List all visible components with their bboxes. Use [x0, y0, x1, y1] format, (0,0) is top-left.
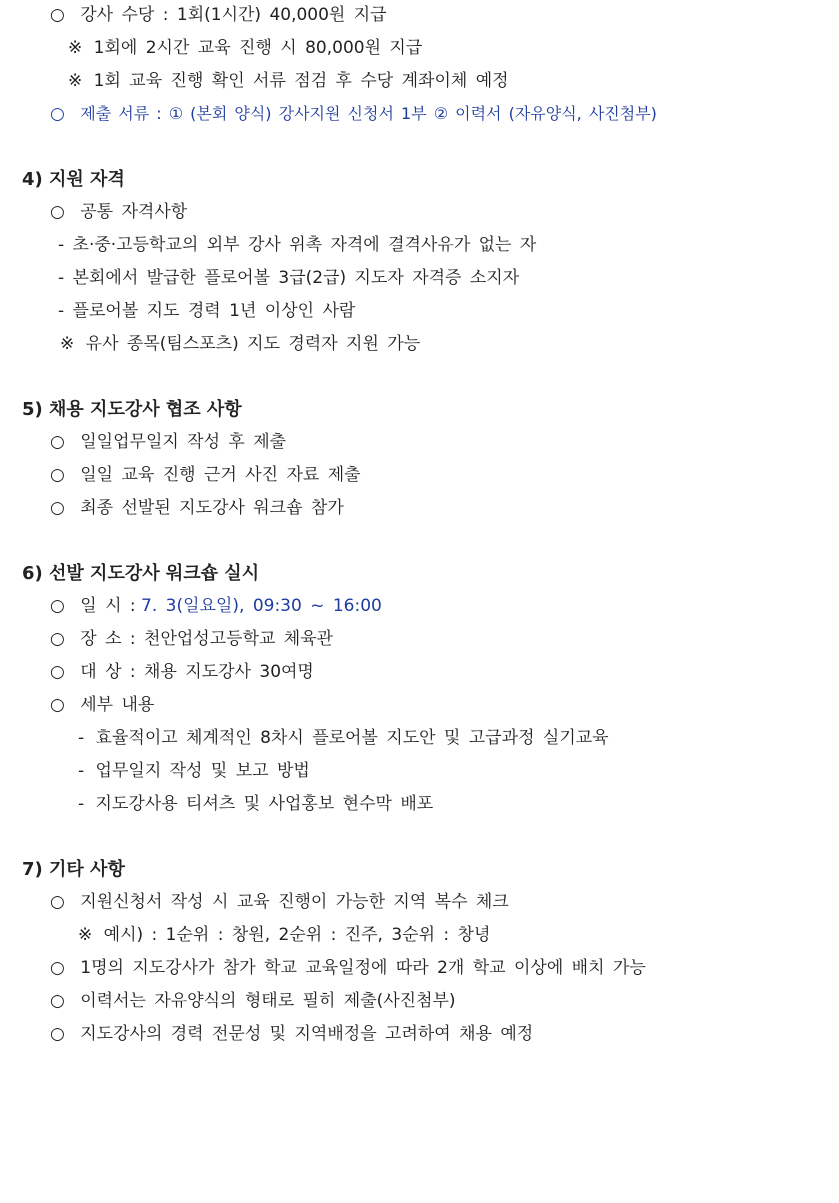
item-text: 최종 선발된 지도강사 워크숍 참가: [80, 498, 344, 518]
bullet-circle: ○: [50, 892, 65, 912]
date-label: 일 시 :: [80, 596, 136, 616]
list-item: [78, 793, 433, 815]
section-heading: 6) 선발 지도강사 워크숍 실시: [22, 563, 260, 584]
dash-marker: -: [78, 728, 85, 748]
bullet-circle: ○: [50, 695, 65, 715]
bullet-circle: ○: [50, 991, 65, 1011]
list-item: [50, 431, 286, 453]
item-text: 일일업무일지 작성 후 제출: [80, 432, 287, 452]
bullet-circle: ○: [50, 5, 65, 25]
note-marker: ※: [68, 38, 83, 58]
section-heading: 5) 채용 지도강사 협조 사항: [22, 399, 242, 420]
bullet-circle: ○: [50, 958, 65, 978]
list-item: [50, 201, 187, 223]
section-heading: 7) 기타 사항: [22, 859, 125, 880]
note-marker: ※: [60, 334, 75, 354]
list-item: [78, 924, 490, 946]
list-item: [50, 990, 456, 1012]
list-item: [50, 103, 657, 125]
item-text: 1회 교육 진행 확인 서류 점검 후 수당 계좌이체 예정: [93, 71, 509, 91]
item-text: 세부 내용: [80, 695, 155, 715]
bullet-circle: ○: [50, 498, 65, 518]
list-item: [58, 234, 536, 256]
list-item: [50, 957, 646, 979]
list-item: [50, 694, 154, 716]
list-item: [58, 267, 519, 289]
dash-marker: -: [58, 268, 65, 288]
dash-marker: -: [58, 301, 65, 321]
item-text: 지도강사용 티셔츠 및 사업홍보 현수막 배포: [95, 794, 434, 814]
dash-marker: -: [58, 235, 65, 255]
list-item: [50, 891, 509, 913]
item-text: 효율적이고 체계적인 8차시 플로어볼 지도안 및 고급과정 실기교육: [95, 728, 609, 748]
item-text: 1회에 2시간 교육 진행 시 80,000원 지급: [93, 38, 423, 58]
list-item: [60, 333, 420, 355]
item-text: 지원신청서 작성 시 교육 진행이 가능한 지역 복수 체크: [80, 892, 509, 912]
bullet-circle: ○: [50, 202, 65, 222]
item-text: 장 소 : 천안업성고등학교 체육관: [80, 629, 334, 649]
list-item: [78, 760, 310, 782]
item-text: 공통 자격사항: [80, 202, 188, 222]
bullet-circle: ○: [50, 104, 65, 124]
list-item: [68, 70, 509, 92]
list-item: [50, 661, 314, 683]
dash-marker: -: [78, 794, 85, 814]
list-item: [58, 300, 355, 322]
bullet-circle: ○: [50, 596, 65, 616]
bullet-circle: ○: [50, 465, 65, 485]
section-heading: 4) 지원 자격: [22, 169, 125, 190]
item-text: 강사 수당 : 1회(1시간) 40,000원 지급: [80, 5, 387, 25]
bullet-circle: ○: [50, 432, 65, 452]
item-text: 플로어볼 지도 경력 1년 이상인 사람: [72, 301, 356, 321]
list-item: [50, 1023, 533, 1045]
list-item: [78, 727, 609, 749]
list-item: [68, 37, 422, 59]
note-marker: ※: [68, 71, 83, 91]
item-text: 업무일지 작성 및 보고 방법: [95, 761, 310, 781]
item-text: 초·중·고등학교의 외부 강사 위촉 자격에 결격사유가 없는 자: [72, 235, 537, 255]
item-text: 이력서는 자유양식의 형태로 필히 제출(사진첨부): [80, 991, 456, 1011]
item-text: 1명의 지도강사가 참가 학교 교육일정에 따라 2개 학교 이상에 배치 가능: [80, 958, 646, 978]
list-item: [50, 4, 387, 26]
item-text: 유사 종목(팀스포츠) 지도 경력자 지원 가능: [85, 334, 421, 354]
list-item: [50, 464, 361, 486]
date-value: 7. 3(일요일), 09:30 ~ 16:00: [141, 596, 382, 616]
list-item: [50, 497, 344, 519]
item-text: 예시) : 1순위 : 창원, 2순위 : 진주, 3순위 : 창녕: [103, 925, 491, 945]
note-marker: ※: [78, 925, 93, 945]
item-text: 지도강사의 경력 전문성 및 지역배정을 고려하여 채용 예정: [80, 1024, 534, 1044]
bullet-circle: ○: [50, 662, 65, 682]
bullet-circle: ○: [50, 1024, 65, 1044]
item-text: 제출 서류 : ① (본회 양식) 강사지원 신청서 1부 ② 이력서 (자유양식, 사진첨부): [80, 104, 657, 123]
list-item: [50, 628, 333, 650]
bullet-circle: ○: [50, 629, 65, 649]
item-text: 대 상 : 채용 지도강사 30여명: [80, 662, 314, 682]
item-text: 본회에서 발급한 플로어볼 3급(2급) 지도자 자격증 소지자: [72, 268, 520, 288]
dash-marker: -: [78, 761, 85, 781]
item-text: 일일 교육 진행 근거 사진 자료 제출: [80, 465, 361, 485]
list-item: [50, 595, 382, 617]
